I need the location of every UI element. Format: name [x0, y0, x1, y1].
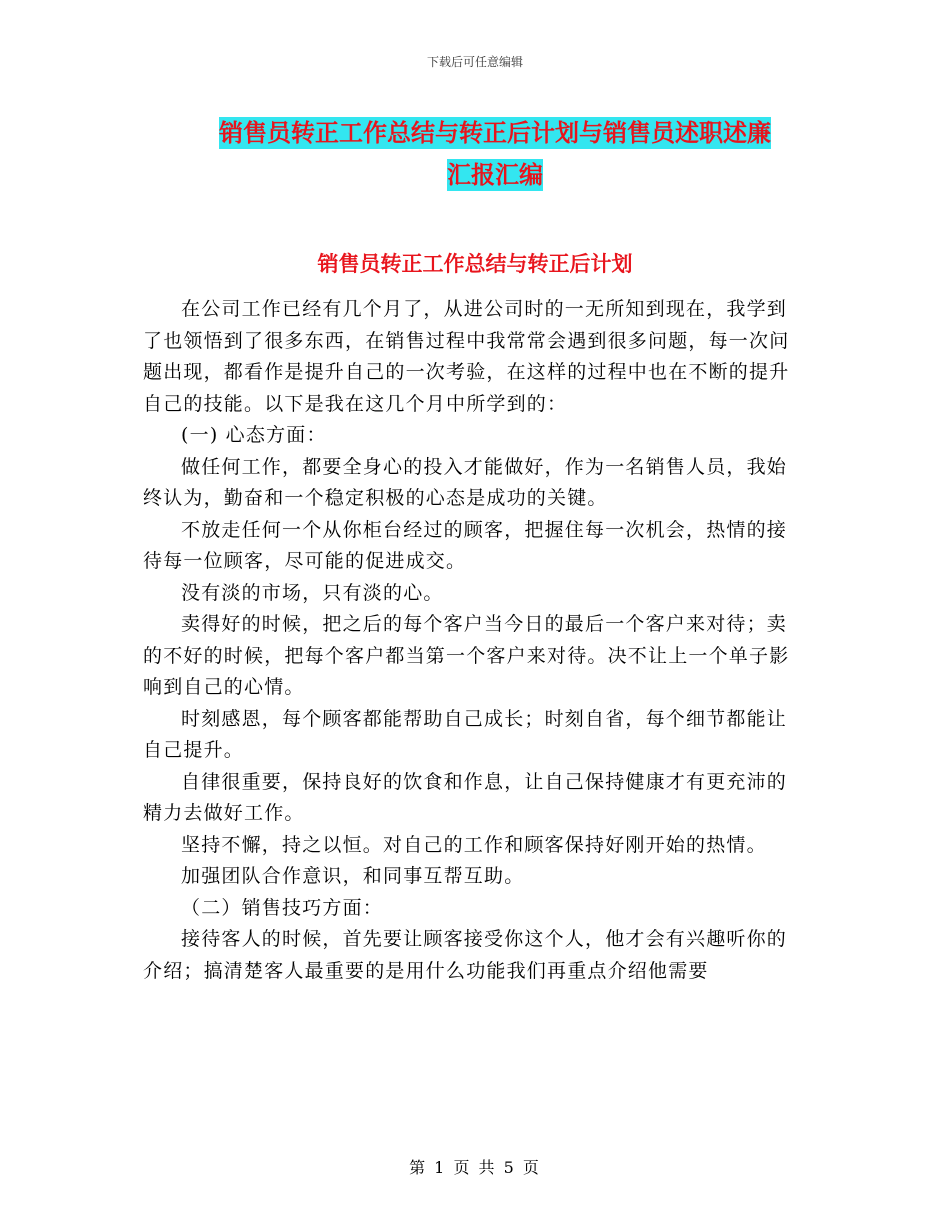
- header-note: 下载后可任意编辑: [426, 55, 523, 69]
- body-text: [143, 294, 803, 987]
- page-number-footer: 第 1 页 共 5 页: [409, 1158, 541, 1177]
- paragraph: 在公司工作已经有几个月了，从进公司时的一无所知到现在，我学到了也领悟到了很多东西，在销售过程中我常常会遇到很多问题，每一次问题出现，都看作是提升自己的一次考验，在这样的过程中也在不断的提升自己的技能。以下是我在这几个月中所学到的：: [143, 298, 790, 415]
- paragraph: 不放走任何一个从你柜台经过的顾客，把握住每一次机会，热情的接待每一位顾客，尽可能的促进成交。: [143, 518, 788, 572]
- paragraph: 没有淡的市场，只有淡的心。: [181, 581, 444, 604]
- paragraph: 自律很重要，保持良好的饮食和作息，让自己保持健康才有更充沛的精力去做好工作。: [143, 770, 788, 824]
- title-line-1: 销售员转正工作总结与转正后计划与销售员述职述廉: [219, 119, 771, 147]
- paragraph: （二）销售技巧方面：: [181, 896, 384, 919]
- paragraph: (一) 心态方面：: [181, 424, 327, 446]
- section-title: 销售员转正工作总结与转正后计划: [317, 252, 633, 276]
- paragraph: 卖得好的时候，把之后的每个客户当今日的最后一个客户来对待；卖的不好的时候，把每个客户都当第一个客户来对待。决不让上一个单子影响到自己的心情。: [143, 613, 790, 698]
- paragraph: 坚持不懈，持之以恒。对自己的工作和顾客保持好刚开始的热情。: [181, 833, 767, 856]
- paragraph: 接待客人的时候，首先要让顾客接受你这个人，他才会有兴趣听你的介绍；搞清楚客人最重要的是用什么功能我们再重点介绍他需要: [143, 928, 788, 982]
- document-title: [150, 112, 840, 196]
- paragraph: 做任何工作，都要全身心的投入才能做好，作为一名销售人员，我始终认为，勤奋和一个稳定积极的心态是成功的关键。: [143, 455, 788, 509]
- paragraph: 时刻感恩，每个顾客都能帮助自己成长；时刻自省，每个细节都能让自己提升。: [143, 707, 788, 761]
- title-line-2: 汇报汇编: [447, 161, 543, 189]
- paragraph: 加强团队合作意识，和同事互帮互助。: [181, 865, 525, 887]
